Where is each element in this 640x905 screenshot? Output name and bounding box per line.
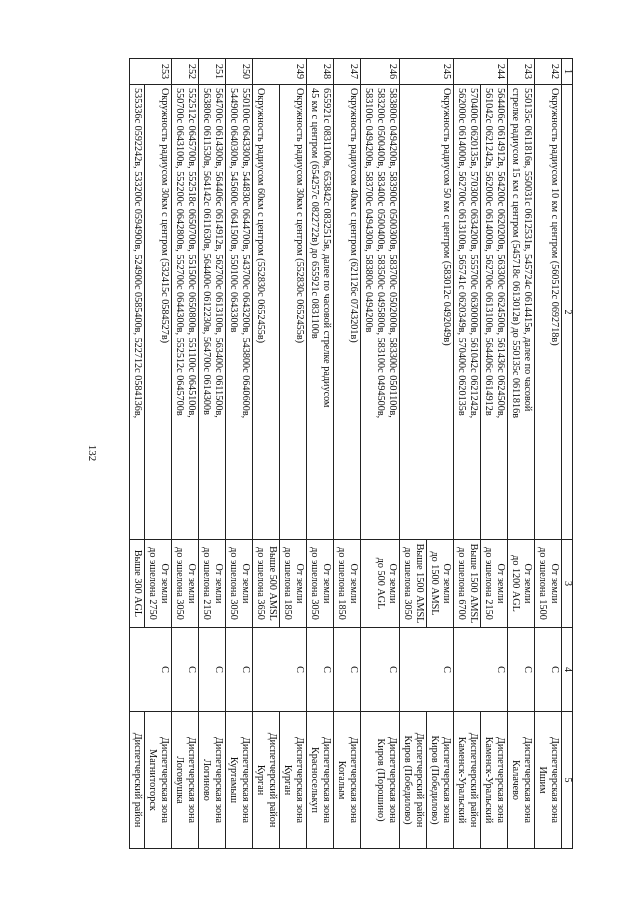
- unit-line: Ишим: [537, 766, 548, 794]
- alt-line: до эшелона 3050: [402, 547, 413, 620]
- area-line: стрелке радиусом 15 км с центром (545718с 0613012в) до 550135с 0611816в: [510, 88, 521, 419]
- area-description: [253, 85, 307, 540]
- table-row: [307, 59, 334, 849]
- header-row: [562, 59, 573, 849]
- area-line: 535336с 0592242в, 533200с 0594900в, 524900с 0585400в, 522712с 0584136в,: [131, 85, 145, 539]
- area-line: Окружность радиусом 60км с центром (552830с 0652455в): [255, 88, 266, 344]
- alt-line: От земли: [213, 563, 224, 604]
- area-line: 583200с 0500400в, 583400с 0500400в, 583500с 0495800в, 583100с 0494500в,: [375, 88, 386, 419]
- airspace-class: С: [508, 628, 535, 712]
- alt-line: От земли: [240, 563, 251, 604]
- alt-line: до эшелона 3050: [174, 547, 185, 620]
- airspace-class: С: [199, 628, 226, 712]
- alt-line: От земли: [186, 563, 197, 604]
- area-description: [361, 85, 400, 540]
- area-line: Окружность радиусом 30км с центром (532415с 0584527в): [159, 88, 170, 344]
- unit-line: Курган: [282, 764, 293, 796]
- unit-line: Диспетчерская зона: [213, 736, 224, 824]
- table-row: [172, 59, 199, 849]
- unit-line: Диспетчерский район: [266, 712, 280, 848]
- alt-line: до 500 AGL: [375, 557, 386, 610]
- airspace-unit: [307, 712, 334, 849]
- airspace-unit: [172, 712, 199, 849]
- area-line: Окружность радиусом 50 км с центром (583012с 0492049в): [441, 88, 452, 346]
- unit-line: Диспетчерский район: [131, 712, 145, 848]
- row-number: 243: [508, 59, 535, 85]
- alt-line: Выше 1500 AMSL: [467, 540, 481, 627]
- airspace-unit: [253, 712, 307, 849]
- area-line: 563806с 0611530в, 564142с 0611630в, 564400с 0612230в, 564700с 0614300в: [201, 88, 212, 415]
- alt-line: до эшелона 3050: [309, 547, 320, 620]
- airspace-class: С: [307, 628, 334, 712]
- alt-line: до эшелона 3050: [228, 547, 239, 620]
- area-line: Окружность радиусом 10 км с центром (560512с 0692718в): [549, 88, 560, 346]
- airspace-class: С: [535, 628, 562, 712]
- unit-line: Логиново: [201, 759, 212, 801]
- area-line: 655921с 0831100в, 653842с 0832515в, далее по часовой стрелке радиусом: [321, 88, 332, 408]
- row-number: 251: [199, 59, 226, 85]
- airspace-unit: [226, 712, 253, 849]
- row-number: 244: [454, 59, 508, 85]
- altitude-limits: [508, 540, 535, 628]
- airspace-class: С: [130, 628, 172, 712]
- airspace-unit: [535, 712, 562, 849]
- altitude-limits: [226, 540, 253, 628]
- airspace-class: С: [226, 628, 253, 712]
- altitude-limits: [199, 540, 226, 628]
- area-line: 550100с 0643300в, 544830с 0644700в, 543700с 0643200в, 543800с 0640600в,: [240, 88, 251, 419]
- area-spacer: [281, 88, 293, 536]
- table-row: [226, 59, 253, 849]
- altitude-limits: [172, 540, 199, 628]
- unit-line: Диспетчерская зона: [186, 736, 197, 824]
- alt-line: От земли: [441, 563, 452, 604]
- alt-line: до 1500 AMSL: [429, 551, 440, 616]
- row-number: 250: [226, 59, 253, 85]
- area-line: 550135с 0611816в, 550031с 0612531в, 545724с 0614415в, далее по часовой: [522, 88, 533, 412]
- alt-line: до эшелона 2150: [483, 547, 494, 620]
- unit-line: Диспетчерская зона: [387, 736, 398, 824]
- area-line: Окружность радиусом 30км с центром (552830с 0652455в): [294, 88, 305, 344]
- unit-line: Киров (Порошино): [375, 738, 386, 822]
- airspace-table: [129, 58, 573, 849]
- area-description: [307, 85, 334, 540]
- row-number: 247: [334, 59, 361, 85]
- page-number: 132: [86, 444, 98, 462]
- unit-line: Каменск-Уральский: [483, 736, 494, 824]
- altitude-limits: [361, 540, 400, 628]
- unit-line: Магнитогорск: [147, 749, 158, 811]
- area-line: 562000с 0614000в, 562700с 0613100в, 565741с 0620349в, 570400с 0620135в: [456, 88, 467, 416]
- airspace-unit: [361, 712, 400, 849]
- alt-line: От земли: [294, 563, 305, 604]
- row-number: 248: [307, 59, 334, 85]
- area-description: [172, 85, 199, 540]
- alt-line: Выше 300 AGL: [131, 540, 145, 627]
- header-col-1: 1: [562, 59, 573, 85]
- row-number: 246: [361, 59, 400, 85]
- area-description: [454, 85, 508, 540]
- table-row: [199, 59, 226, 849]
- area-description: [226, 85, 253, 540]
- altitude-limits: [454, 540, 508, 628]
- unit-line: Киров (Победилово): [429, 735, 440, 825]
- area-line: 583100с 0494200в, 583700с 0494300в, 583800с 0494200в: [363, 88, 374, 333]
- airspace-class: С: [454, 628, 508, 712]
- alt-line: От земли: [522, 563, 533, 604]
- alt-line: От земли: [387, 563, 398, 604]
- unit-line: Диспетчерская зона: [294, 736, 305, 824]
- area-line: Окружность радиусом 40км с центром (621126с 0743201в): [348, 88, 359, 343]
- alt-line: От земли: [159, 563, 170, 604]
- area-line: 564406с 0614912в, 564200с 0620200в, 563300с 0624500в, 561436с 0624500в,: [495, 88, 506, 419]
- alt-line: От земли: [321, 563, 332, 604]
- alt-line: Выше 500 AMSL: [266, 540, 280, 627]
- area-line: 552512с 0645700в, 552518с 0650700в, 551500с 0650800в, 551100с 0645100в,: [186, 88, 197, 418]
- altitude-limits: [400, 540, 454, 628]
- area-description: [130, 85, 172, 540]
- area-description: [535, 85, 562, 540]
- row-number: 249: [253, 59, 307, 85]
- area-line: 45 км с центром (654257с 0822722в) до 655921с 0831100в: [309, 88, 320, 339]
- unit-line: Киров (Победилово): [402, 735, 413, 825]
- unit-line: Диспетчерская зона: [321, 736, 332, 824]
- unit-line: Когалым: [336, 760, 347, 800]
- airspace-unit: [334, 712, 361, 849]
- altitude-limits: [253, 540, 307, 628]
- alt-line: до эшелона 6700: [456, 547, 467, 620]
- row-number: 245: [400, 59, 454, 85]
- unit-line: Диспетчерская зона: [441, 736, 452, 824]
- area-description: [508, 85, 535, 540]
- unit-line: Красноселькуп: [309, 747, 320, 813]
- header-col-3: 3: [562, 540, 573, 628]
- unit-line: Диспетчерский район: [467, 712, 481, 848]
- airspace-unit: [199, 712, 226, 849]
- alt-line: Выше 1500 AMSL: [413, 540, 427, 627]
- area-description: [400, 85, 454, 540]
- table-row: [253, 59, 307, 849]
- unit-line: Диспетчерская зона: [240, 736, 251, 824]
- unit-line: Диспетчерская зона: [522, 736, 533, 824]
- airspace-class: С: [361, 628, 400, 712]
- unit-line: Курган: [255, 764, 266, 796]
- area-description: [334, 85, 361, 540]
- alt-line: От земли: [348, 563, 359, 604]
- alt-line: до эшелона 1500: [537, 547, 548, 620]
- unit-line: Диспетчерская зона: [348, 736, 359, 824]
- area-line: 570400с 0620135в, 570300с 0634200в, 555700с 0630000в, 561042с 0621242в,: [467, 85, 481, 539]
- table-row: [535, 59, 562, 849]
- unit-line: Диспетчерская зона: [159, 736, 170, 824]
- area-line: 564700с 0614300в, 564406с 0614912в, 562700с 0613100в, 563400с 0611500в,: [213, 88, 224, 418]
- area-spacer: [146, 88, 158, 536]
- table-row: [334, 59, 361, 849]
- alt-line: до 1200 AGL: [510, 555, 521, 612]
- alt-line: до эшелона 3650: [255, 547, 266, 620]
- airspace-class: С: [400, 628, 454, 712]
- area-line: 544900с 0640300в, 545600с 0641500в, 550100с 0643300в: [228, 88, 239, 333]
- table-row: [508, 59, 535, 849]
- row-number: 253: [130, 59, 172, 85]
- table-row: [400, 59, 454, 849]
- airspace-class: С: [253, 628, 307, 712]
- unit-line: Логовушка: [174, 756, 185, 804]
- alt-line: От земли: [495, 563, 506, 604]
- row-number: 242: [535, 59, 562, 85]
- header-col-4: 4: [562, 628, 573, 712]
- alt-line: до эшелона 1850: [336, 547, 347, 620]
- alt-line: От земли: [549, 563, 560, 604]
- header-col-5: 5: [562, 712, 573, 849]
- table-row: [130, 59, 172, 849]
- area-spacer: [266, 85, 280, 539]
- rotated-table-container: [115, 58, 573, 848]
- airspace-unit: [400, 712, 454, 849]
- unit-line: Диспетчерский район: [413, 712, 427, 848]
- alt-line: до эшелона 2750: [147, 547, 158, 620]
- airspace-class: С: [172, 628, 199, 712]
- altitude-limits: [307, 540, 334, 628]
- area-line: 561042с 0621242в, 562000с 0614000в, 562700с 0613100в, 564406с 0614912в: [483, 88, 494, 416]
- alt-line: до эшелона 1850: [282, 547, 293, 620]
- area-description: [199, 85, 226, 540]
- row-number: 252: [172, 59, 199, 85]
- altitude-limits: [535, 540, 562, 628]
- airspace-unit: [130, 712, 172, 849]
- unit-line: Диспетчерская зона: [495, 736, 506, 824]
- area-line: 550700с 0643100в, 552200с 0642800в, 552700с 0644300в, 552512с 0645700в: [174, 88, 185, 416]
- airspace-unit: [454, 712, 508, 849]
- unit-line: Калачево: [510, 760, 521, 800]
- unit-line: Куртамыш: [228, 756, 239, 804]
- airspace-class: С: [334, 628, 361, 712]
- unit-line: Каменск-Уральский: [456, 736, 467, 824]
- table-row: [454, 59, 508, 849]
- unit-line: Диспетчерская зона: [549, 736, 560, 824]
- table-row: [361, 59, 400, 849]
- altitude-limits: [130, 540, 172, 628]
- header-col-2: 2: [562, 85, 573, 540]
- alt-line: до эшелона 2150: [201, 547, 212, 620]
- airspace-unit: [508, 712, 535, 849]
- altitude-limits: [334, 540, 361, 628]
- area-line: 583800с 0494200в, 583900с 0500300в, 583700с 0502000в, 583300с 0501100в,: [387, 88, 398, 418]
